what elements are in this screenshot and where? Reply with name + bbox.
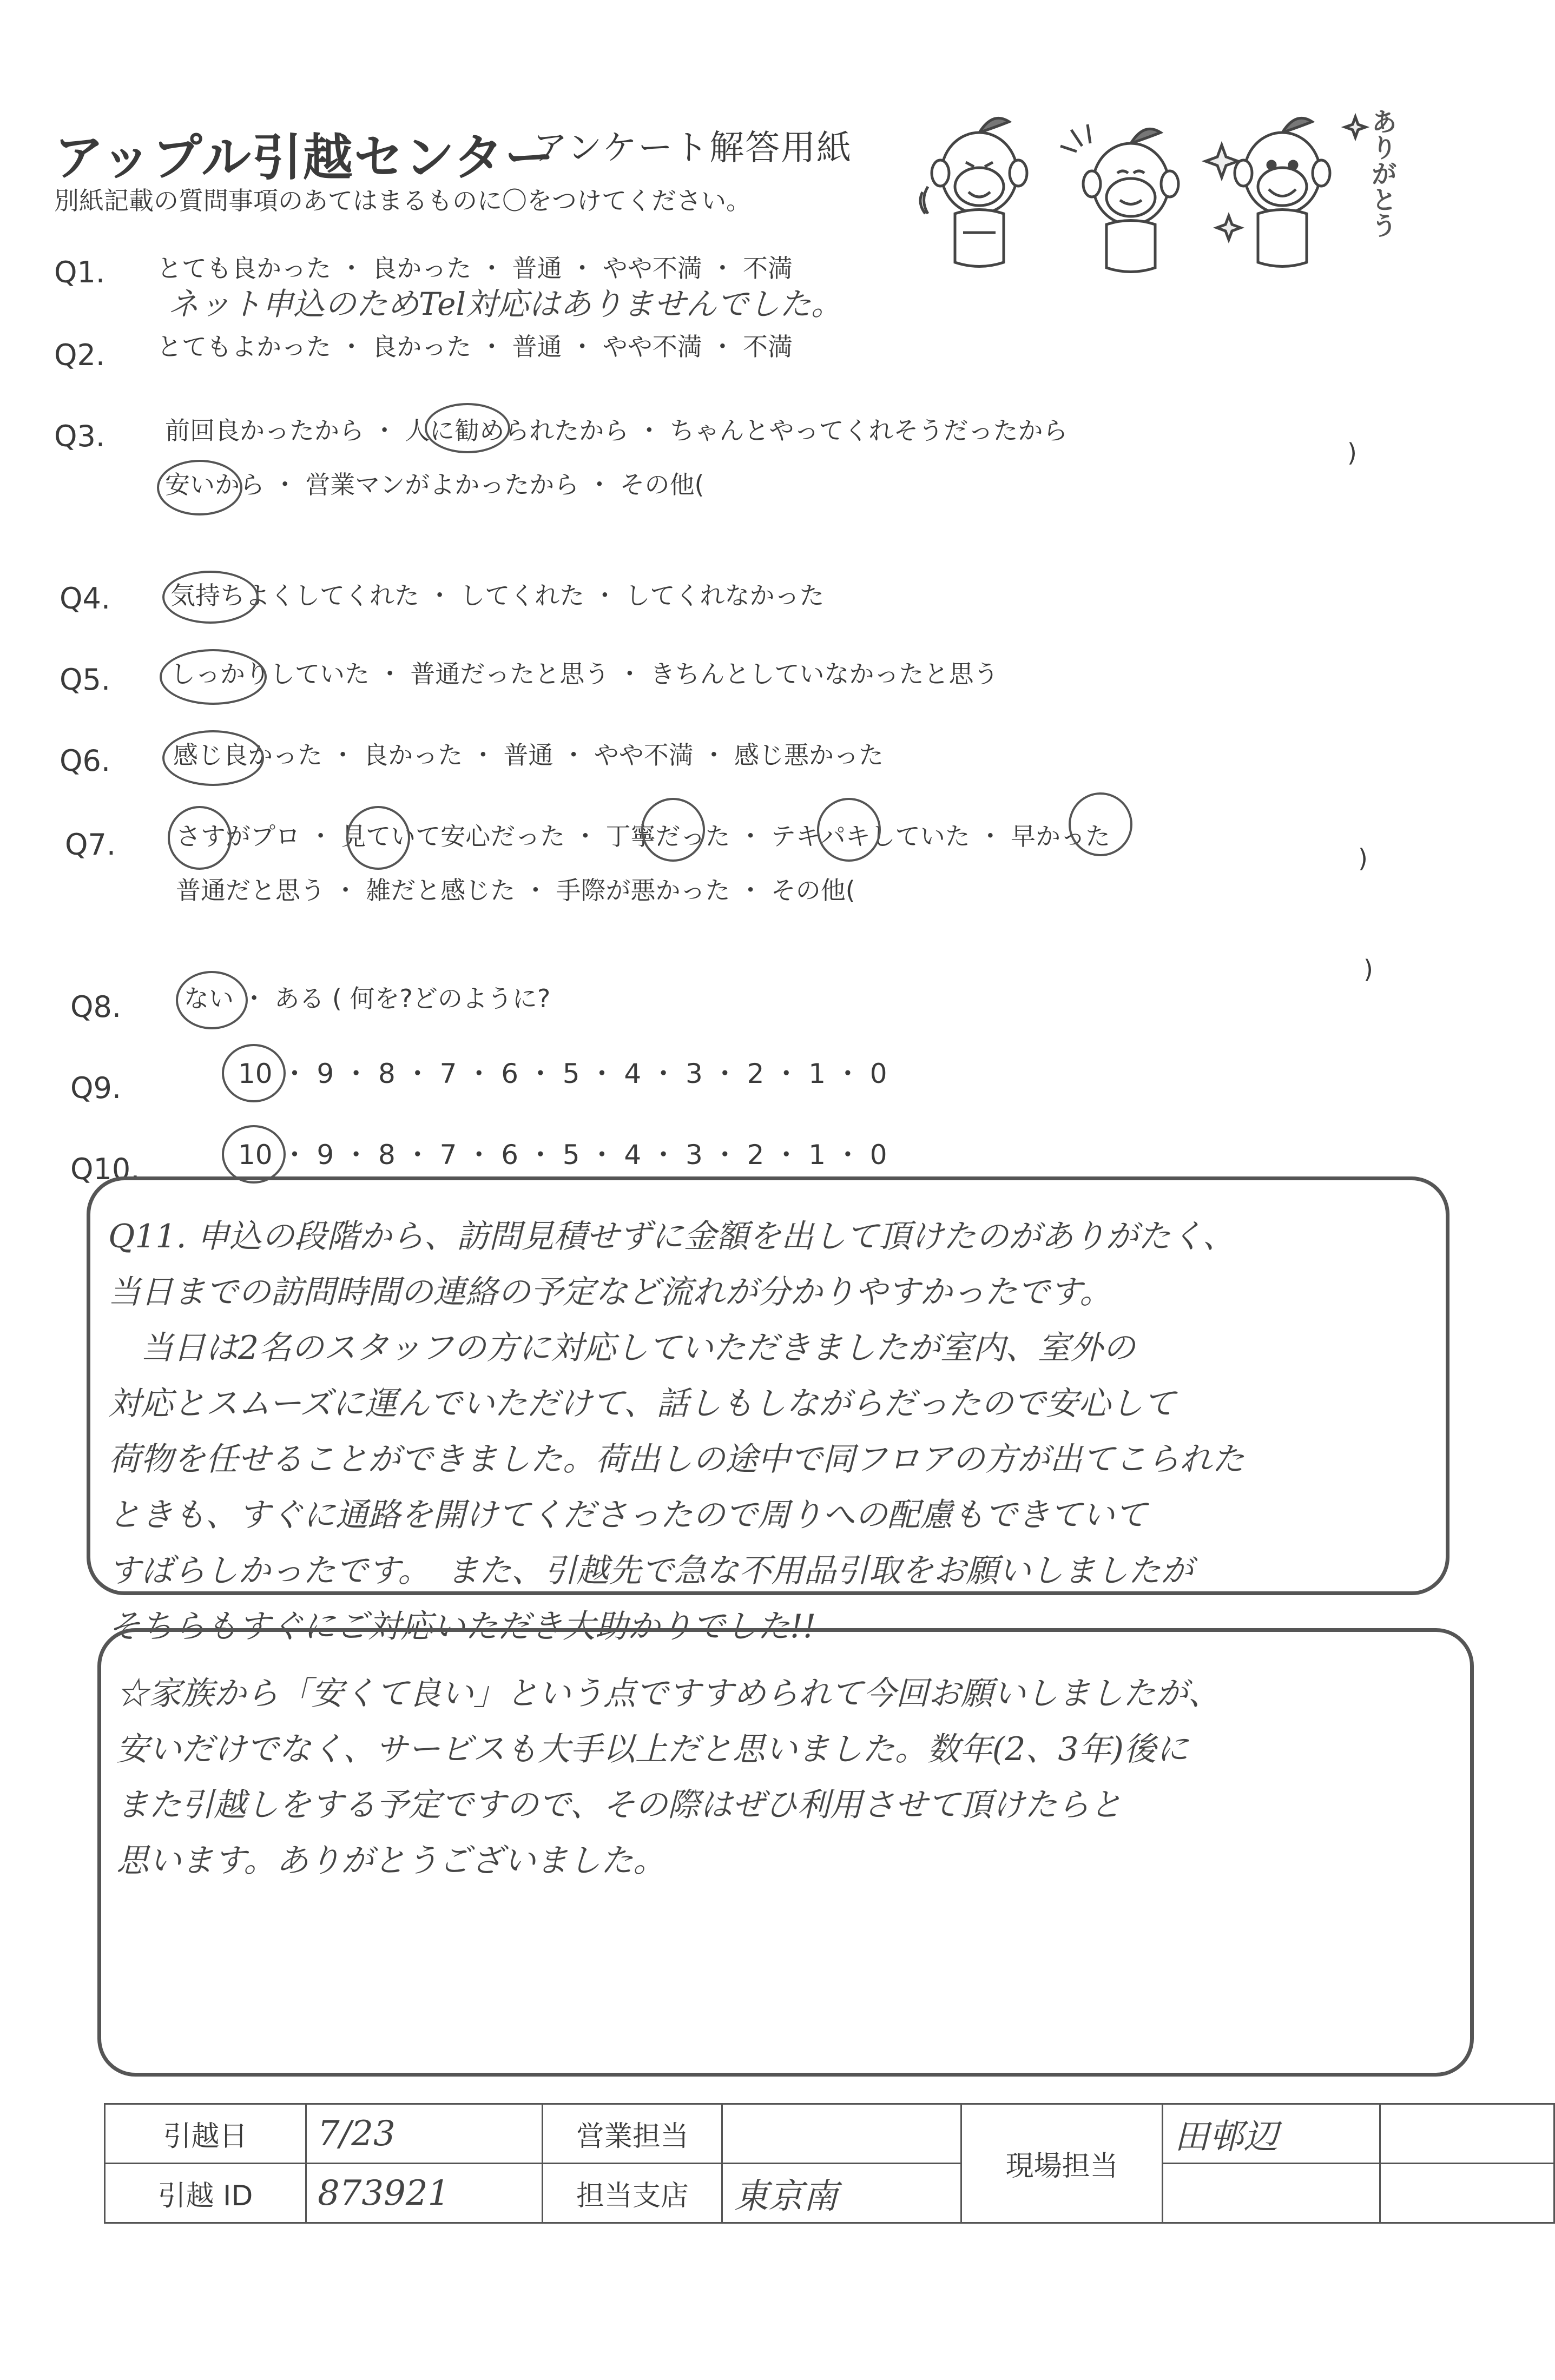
q9-options: 10 ・ 9 ・ 8 ・ 7 ・ 6 ・ 5 ・ 4 ・ 3 ・ 2 ・ 1 ・ 0 — [238, 1058, 887, 1089]
q3-selected-circle-recommended — [425, 403, 510, 453]
q7-selected-circle-polite — [641, 798, 705, 862]
move-id-value: 873921 — [306, 2164, 542, 2223]
q7-selected-circle-relief — [346, 806, 410, 870]
q9-selected-circle — [222, 1044, 286, 1102]
footer-empty-cell-top — [1380, 2104, 1554, 2164]
q4-selected-circle — [162, 571, 259, 624]
branch-value: 東京南 — [722, 2164, 961, 2223]
q4-options: 気持ちよくしてくれた ・ してくれた ・ してくれなかった — [170, 581, 825, 610]
site-rep-label: 現場担当 — [961, 2104, 1163, 2223]
q6-options: 感じ良かった ・ 良かった ・ 普通 ・ やや不満 ・ 感じ悪かった — [173, 741, 884, 770]
site-rep-value: 田邨辺 — [1163, 2104, 1380, 2164]
move-id-label: 引越 ID — [105, 2164, 306, 2223]
q3-close-paren: ) — [1347, 438, 1357, 467]
q3-options-line2: 安いから ・ 営業マンがよかったから ・ その他( — [165, 470, 704, 499]
move-date-value: 7/23 — [306, 2104, 542, 2164]
q1-options: とても良かった ・ 良かった ・ 普通 ・ やや不満 ・ 不満 — [157, 254, 793, 283]
q2-options: とてもよかった ・ 良かった ・ 普通 ・ やや不満 ・ 不満 — [157, 332, 793, 361]
q8-label: Q8. — [70, 990, 122, 1024]
q7-label: Q7. — [65, 828, 116, 862]
q8-close-paren: ) — [1363, 955, 1373, 984]
q3-selected-circle-cheap — [157, 460, 242, 515]
form-instruction: 別紙記載の質問事項のあてはまるものに〇をつけてください。 — [54, 186, 751, 215]
footer-empty-cell-bottom — [1380, 2164, 1554, 2223]
q8-selected-circle — [176, 971, 248, 1029]
q11-handwritten-answer: Q11. 申込の段階から、訪問見積せずに金額を出して頂けたのがありがたく、 当日までの訪問時間の連絡の予定など流れが分かりやすかったです。 当日は2名のスタッフの方に対応していただきましたが室内、室外の 対応とスムーズに運んでいただけて、話しもしながらだったので安心して 荷物を任せることができました。荷出しの途中で同フロアの方が出てこられた ときも、すぐに通路を開けてくださったので周りへの配慮もできていて すばらしかったです。 また、引越先で急な不用品引取をお願いしましたが そちらもすぐにご対応いただき大助かりでした!! — [108, 1218, 1244, 1645]
q8-options: ない ・ ある ( 何を?どのように? — [184, 984, 551, 1013]
q10-selected-circle — [222, 1125, 286, 1184]
q6-selected-circle — [162, 730, 264, 786]
q4-label: Q4. — [60, 581, 111, 616]
form-subtitle: アンケート解答用紙 — [533, 128, 853, 168]
q3-options-line1: 前回良かったから ・ 人に勧められたから ・ ちゃんとやってくれそうだったから — [165, 416, 1068, 445]
q7-selected-circle-brisk — [817, 798, 881, 862]
q7-options-line2: 普通だと思う ・ 雑だと感じた ・ 手際が悪かった ・ その他( — [176, 876, 855, 905]
branch-label: 担当支店 — [543, 2164, 722, 2223]
sales-rep-label: 営業担当 — [543, 2104, 722, 2164]
q2-label: Q2. — [54, 338, 106, 372]
move-date-label: 引越日 — [105, 2104, 306, 2164]
monkey-mascots-illustration — [914, 92, 1423, 287]
q10-label: Q10. — [70, 1152, 140, 1186]
q9-label: Q9. — [70, 1071, 122, 1105]
q1-handwritten-note: ネット申込のためTel対応はありませんでした。 — [168, 286, 843, 322]
free-comment-handwritten: ☆家族から「安くて良い」という点ですすめられて今回お願いしましたが、 安いだけでなく、サービスも大手以上だと思いました。数年(2、3年)後に また引越しをする予定ですので、その際はぜひ利用させて頂けたらと 思います。ありがとうございました。 — [116, 1675, 1221, 1880]
monkey-middle-icon — [1060, 124, 1178, 272]
q7-options-line1: さすがプロ ・ 見ていて安心だった ・ 丁寧だった ・ テキパキしていた ・ 早かった — [176, 822, 1110, 851]
form-title: アップル引越センター — [54, 129, 556, 187]
thanks-vertical-text: ありがとう — [1367, 108, 1397, 238]
q7-close-paren: ) — [1358, 844, 1368, 873]
q3-label: Q3. — [54, 419, 106, 453]
q10-options: 10 ・ 9 ・ 8 ・ 7 ・ 6 ・ 5 ・ 4 ・ 3 ・ 2 ・ 1 ・ 0 — [238, 1139, 887, 1171]
q5-options: しっかりしていた ・ 普通だったと思う ・ きちんとしていなかったと思う — [170, 659, 999, 689]
q7-selected-circle-pro — [168, 806, 232, 870]
q5-label: Q5. — [60, 663, 111, 697]
sales-rep-value — [722, 2104, 961, 2164]
monkey-left-icon — [920, 118, 1027, 266]
monkey-right-icon — [1205, 117, 1366, 267]
footer-empty-cell-mid — [1163, 2164, 1380, 2223]
q1-label: Q1. — [54, 255, 106, 289]
q7-selected-circle-fast — [1069, 792, 1132, 856]
footer-info-table — [104, 2103, 1555, 2224]
q6-label: Q6. — [60, 744, 111, 778]
q5-selected-circle — [160, 649, 267, 705]
